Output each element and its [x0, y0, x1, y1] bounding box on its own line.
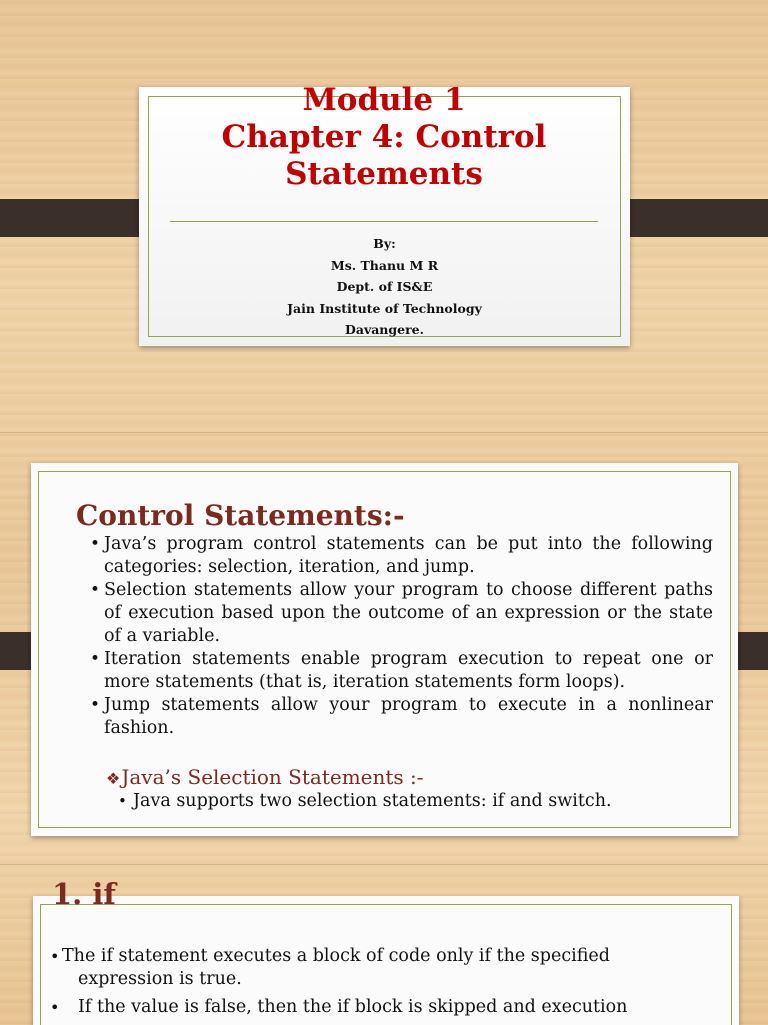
list-item: • Selection statements allow your program to choose different paths of execution based upon the outcome of an expression or the state of a variable.	[88, 579, 713, 648]
list-item: • Jump statements allow your program to execute in a nonlinear fashion.	[88, 694, 713, 740]
diamond-bullet-icon: ❖	[106, 769, 121, 788]
byline-label: By:	[373, 236, 396, 251]
bullet-list	[88, 533, 713, 740]
title-divider	[170, 221, 598, 222]
list-item: • If the value is false, then the if block is skipped and execution	[48, 996, 717, 1019]
subheading	[106, 764, 424, 792]
right-accent-band	[612, 199, 768, 237]
subheading-text: Java’s Selection Statements :-	[121, 765, 424, 789]
list-item: • Java’s program control statements can be put into the following categories: selection, iteration, and jump.	[88, 533, 713, 579]
title-line: Module 1	[302, 82, 466, 118]
author-name: Ms. Thanu M R	[330, 257, 439, 273]
title-line: Statements	[285, 156, 483, 192]
author-institute: Jain Institute of Technology	[287, 300, 482, 316]
sub-list-item: • Java supports two selection statements: if and switch.	[118, 790, 612, 813]
title-slide	[0, 0, 768, 432]
list-item-text: The if statement executes a block of code only if the specified	[62, 946, 610, 966]
list-item-continuation: expression is true.	[78, 969, 242, 989]
list-item	[48, 945, 717, 991]
list-item: • Iteration statements enable program execution to repeat one or more statements (that is, iteration statements form loops).	[88, 648, 713, 694]
section-heading: Control Statements:-	[76, 499, 405, 532]
author-dept: Dept. of IS&E	[336, 279, 433, 294]
left-accent-band	[0, 199, 156, 237]
author-city: Davangere.	[345, 322, 424, 337]
bullet-list	[48, 945, 717, 1024]
title-line: Chapter 4: Control	[221, 119, 547, 155]
slide-title	[0, 82, 768, 193]
author-byline	[139, 233, 630, 341]
section-heading: 1. if	[52, 877, 116, 911]
